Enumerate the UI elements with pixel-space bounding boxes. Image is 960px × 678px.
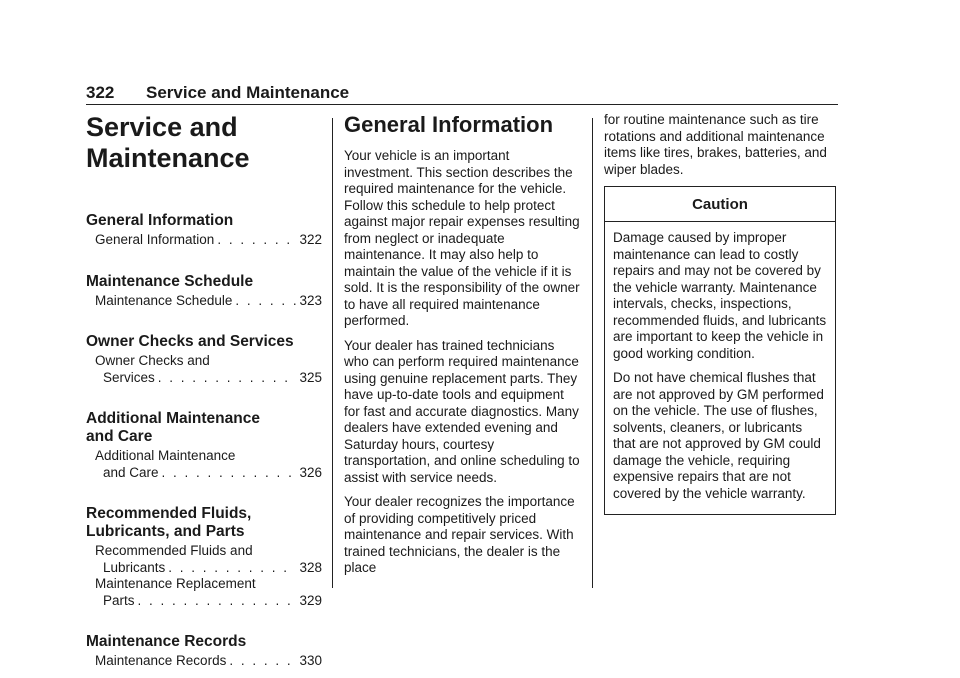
toc-heading: Maintenance Schedule — [86, 272, 254, 290]
caution-box — [604, 186, 836, 515]
body-paragraph: Your dealer recognizes the importance of providing competitively priced maintenance and repair services. With trained technicians, the dealer is the place — [344, 494, 575, 575]
body-paragraph: Your vehicle is an important investment. This section describes the required maintenance for the vehicle. Follow this schedule to help protect against major repair expenses resulting from neglect or inadequate maintenance. It may also help to maintain the value of the vehicle if it is sold. It is the responsibility of the owner to have all required maintenance performed. — [344, 148, 580, 328]
right-column — [604, 112, 840, 515]
section-heading: General Information — [344, 112, 554, 137]
column-divider — [332, 118, 333, 588]
toc-page-number: 323 — [299, 292, 322, 308]
body-paragraph: for routine maintenance such as tire rotations and additional maintenance items like tires, brakes, batteries, and wiper blades. — [604, 112, 827, 177]
toc-page-number: 328 — [299, 559, 322, 575]
toc-entry-link[interactable]: Maintenance Records . . . 330 — [86, 653, 322, 670]
toc-entry-link[interactable]: Owner Checks and Services . . . 325 — [86, 353, 322, 386]
caution-title: Caution — [605, 187, 835, 222]
toc-heading: Additional Maintenance and Care — [86, 410, 260, 445]
toc-section — [86, 410, 322, 481]
toc-page-number: 325 — [299, 369, 322, 385]
main-column — [344, 112, 580, 585]
section-title: Service and Maintenance — [146, 83, 350, 102]
body-paragraph: Your dealer has trained technicians who can perform required maintenance using genuine replacement parts. They have up-to-date tools and equipment for fast and accurate diagnostics. Many dealers have extended evening and Saturday hours, courtesy transportation, and online scheduling to assist with service needs. — [344, 337, 580, 485]
caution-paragraph: Damage caused by improper maintenance can lead to costly repairs and may not be covered by the vehicle warranty. Maintenance intervals, checks, inspections, recommended fluids, and lubricants are important to keep the vehicle in good working condition. — [613, 230, 827, 361]
toc-page-number: 322 — [299, 232, 322, 247]
toc-section — [86, 212, 322, 249]
toc-column — [86, 112, 322, 670]
toc-heading: General Information — [86, 212, 234, 229]
header-divider — [86, 104, 838, 105]
page-header — [86, 83, 838, 103]
page-number: 322 — [86, 83, 115, 102]
toc-entry-link[interactable]: General Information . . . 322 — [86, 232, 322, 249]
toc-section — [86, 273, 322, 310]
toc-section — [86, 505, 322, 609]
toc-heading: Recommended Fluids, Lubricants, and Parts — [86, 505, 252, 540]
column-divider — [592, 118, 593, 588]
toc-heading: Maintenance Records — [86, 633, 247, 650]
caution-paragraph: Do not have chemical flushes that are not approved by GM performed on the vehicle. The use of flushes, solvents, cleaners, or lubricants that are not approved by GM could damage the vehicle, requiring expensive repairs that are not covered by the vehicle warranty. — [613, 370, 824, 501]
toc-section — [86, 333, 322, 386]
toc-page-number: 330 — [299, 653, 322, 668]
chapter-title: Service and Maintenance — [86, 112, 250, 173]
toc-section — [86, 633, 322, 670]
toc-page-number: 329 — [299, 592, 322, 608]
toc-entry-link[interactable]: Maintenance Schedule . . . 323 — [86, 293, 322, 310]
toc-entry-link[interactable]: Recommended Fluids and Lubricants . . . 328 — [86, 543, 322, 576]
toc-entry-link[interactable]: Additional Maintenance and Care . . . 326 — [86, 448, 322, 481]
toc-entry-link[interactable]: Maintenance Replacement Parts . . . 329 — [86, 576, 322, 609]
toc-page-number: 326 — [299, 464, 322, 480]
toc-heading: Owner Checks and Services — [86, 333, 294, 350]
